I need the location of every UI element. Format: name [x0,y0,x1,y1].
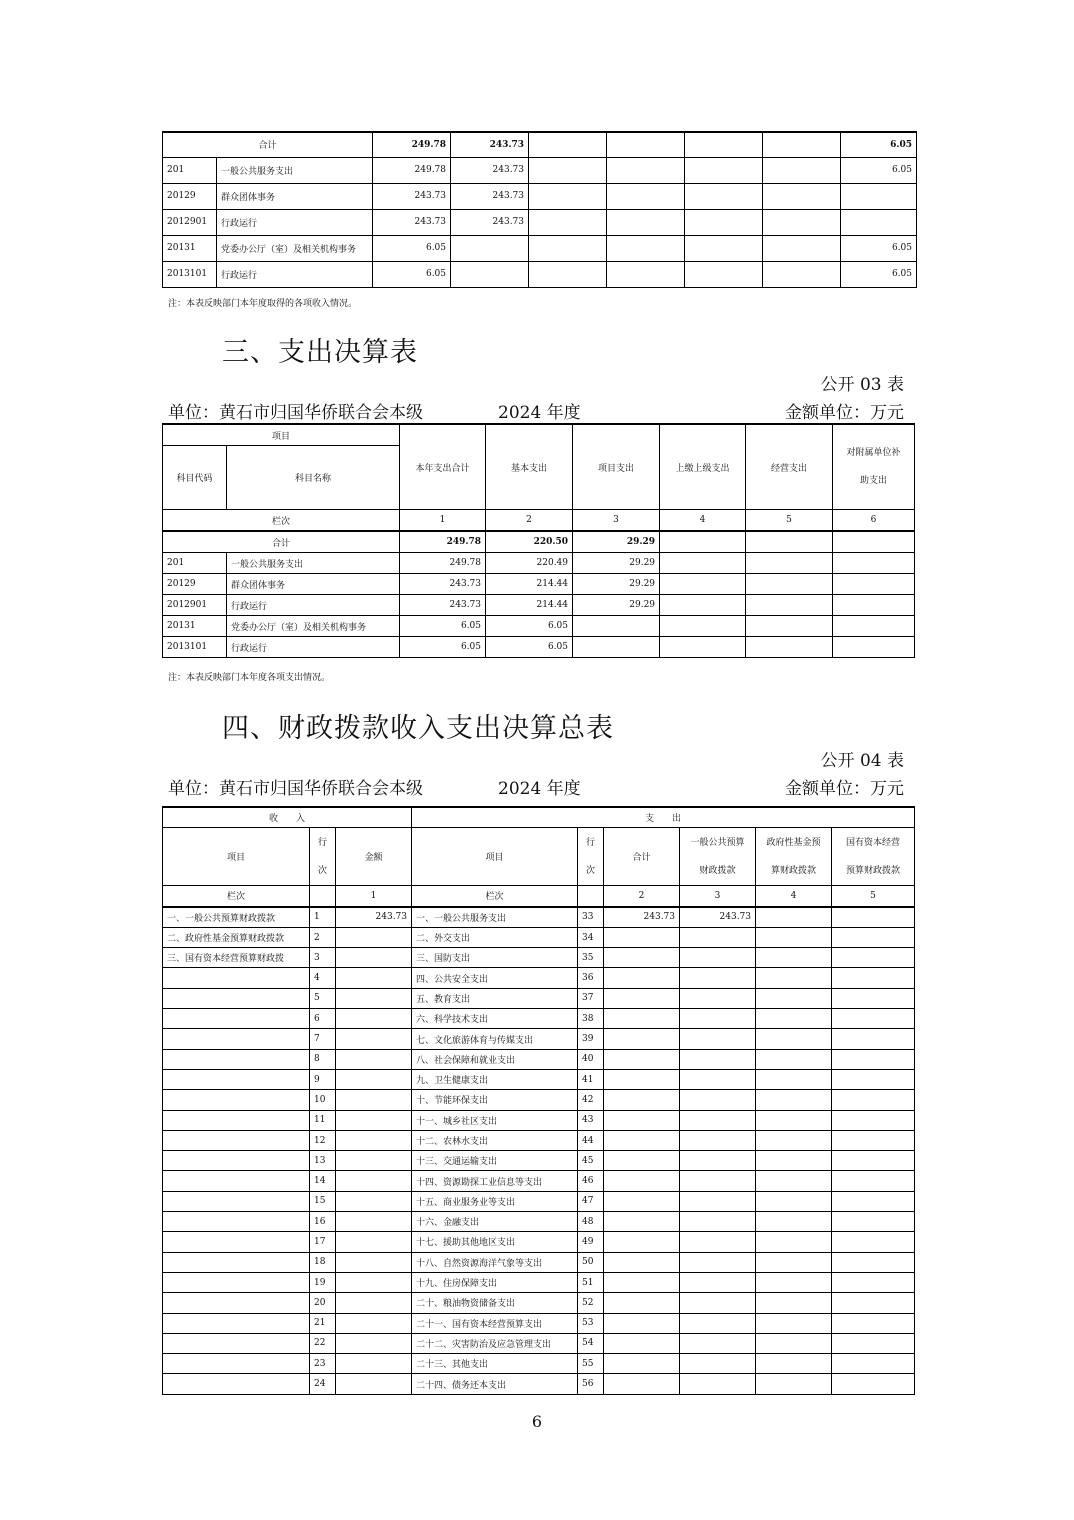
expenditure-table: 项目 本年支出合计 基本支出 项目支出 上缴上级支出 经营支出 对附属单位补 助支出 科目代码 科目名称 栏次 1 2 3 4 5 6 合计 249.78 220.50 29.29 201 一般公共服务支出 249.78 220.49 29.29 20129 群众团体事务 243.73 214.44 29.29 2012901 行政运行 243.73 214.44 29.29 20131 党委办公厅（室）及相关机构事务 6.05 6.05 2013101 行政运行 6.05 6.05 [162,423,915,658]
table-row: 20131 党委办公厅（室）及相关机构事务 6.05 6.05 [163,235,917,261]
table-row: 9 九、卫生健康支出 41 [163,1069,915,1089]
table-row: 13 十三、交通运输支出 45 [163,1151,915,1171]
section-title: 四、财政拨款收入支出决算总表 [222,713,614,744]
table-row: 18 十八、自然资源海洋气象等支出 50 [163,1252,915,1272]
page-number: 6 [531,1412,543,1431]
table-row: 10 十、节能环保支出 42 [163,1090,915,1110]
table-row: 8 八、社会保障和就业支出 40 [163,1049,915,1069]
income-table [162,131,917,288]
table-row: 22 二十二、灾害防治及应急管理支出 54 [163,1333,915,1353]
table-row: 20 二十、粮油物资储备支出 52 [163,1293,915,1313]
table-row: 20129 群众团体事务 243.73 214.44 29.29 [163,574,915,595]
form-number: 公开 03 表 [820,375,904,395]
table-row: 三、国有资本经营预算财政拨 3 三、国防支出 35 [163,948,915,968]
table-note: 注：本表反映部门本年度各项支出情况。 [168,673,331,683]
table-row: 二、政府性基金预算财政拨款 2 二、外交支出 34 [163,927,915,947]
table-row: 11 十一、城乡社区支出 43 [163,1110,915,1130]
fiscal-summary-table: 收 入 支 出 项目 行 次 金额 项目 行 次 合计 一般公共预算 财政拨款 政府性基金预 算财政拨款 国有资本经营 预算财政拨款 栏次 1 栏次 2 3 4 5 一、一般公共预算财政拨款 1 243.73 一、一般公共服务支出 33 243.73 243.73 二、政府性基金预算财政拨款 2 二、外交支出 34 三、国有资本经营预算财政拨 3 三、国防支出 35 4 四、公共安全支出 36 5 五、教育支出 37 6 六、科学技术支出 38 7 七、文化旅游体育与传媒支出 39 8 八、社会保障和就业支出 40 9 九、卫生健康支出 41 10 十、节能环保支出 42 11 十一、城乡社区支出 43 12 十二、农林水支出 44 13 十三、交通运输支出 45 14 十四、资源勘探工业信息等支出 46 15 十五、商业服务业等支出 47 16 十六、金融支出 48 17 十七、援助其他地区支出 49 18 十八、自然资源海洋气象等支出 50 19 十九、住房保障支出 51 20 二十、粮油物资储备支出 52 21 二十一、国有资本经营预算支出 53 22 二十二、灾害防治及应急管理支出 54 23 二十三、其他支出 55 24 二十四、债务还本支出 56 [162,806,915,1395]
table-row: 21 二十一、国有资本经营预算支出 53 [163,1313,915,1333]
table-row: 19 十九、住房保障支出 51 [163,1272,915,1292]
form-number: 公开 04 表 [820,751,904,771]
table-row: 201 一般公共服务支出 249.78 243.73 6.05 [163,157,917,183]
table-row: 2013101 行政运行 6.05 6.05 [163,261,917,287]
table-row: 一、一般公共预算财政拨款 1 243.73 一、一般公共服务支出 33 243.73 243.73 [163,907,915,928]
table-row: 2013101 行政运行 6.05 6.05 [163,637,915,658]
table-row: 24 二十四、债务还本支出 56 [163,1374,915,1394]
table-row: 6 六、科学技术支出 38 [163,1009,915,1029]
table-row: 4 四、公共安全支出 36 [163,968,915,988]
section-title: 三、支出决算表 [222,337,418,368]
table-row: 15 十五、商业服务业等支出 47 [163,1191,915,1211]
table-row: 7 七、文化旅游体育与传媒支出 39 [163,1029,915,1049]
table-note: 注：本表反映部门本年度取得的各项收入情况。 [168,299,358,309]
table-row: 5 五、教育支出 37 [163,988,915,1008]
table-row: 23 二十三、其他支出 55 [163,1354,915,1374]
table-row: 2012901 行政运行 243.73 243.73 [163,209,917,235]
unit-label: 单位：黄石市归国华侨联合会本级 [168,779,423,799]
table-row: 合计 249.78 243.73 6.05 [163,132,917,157]
unit-label: 单位：黄石市归国华侨联合会本级 [168,403,423,423]
table-row: 12 十二、农林水支出 44 [163,1130,915,1150]
table-row: 合计 249.78 220.50 29.29 [163,531,915,553]
year-label: 2024 年度 [498,403,581,423]
table-row: 20131 党委办公厅（室）及相关机构事务 6.05 6.05 [163,616,915,637]
table-row: 14 十四、资源勘探工业信息等支出 46 [163,1171,915,1191]
table-row: 20129 群众团体事务 243.73 243.73 [163,183,917,209]
table-row: 201 一般公共服务支出 249.78 220.49 29.29 [163,553,915,574]
amount-unit-label: 金额单位：万元 [785,779,904,799]
table-row: 2012901 行政运行 243.73 214.44 29.29 [163,595,915,616]
table-row: 17 十七、援助其他地区支出 49 [163,1232,915,1252]
table-row: 16 十六、金融支出 48 [163,1212,915,1232]
year-label: 2024 年度 [498,779,581,799]
amount-unit-label: 金额单位：万元 [785,403,904,423]
